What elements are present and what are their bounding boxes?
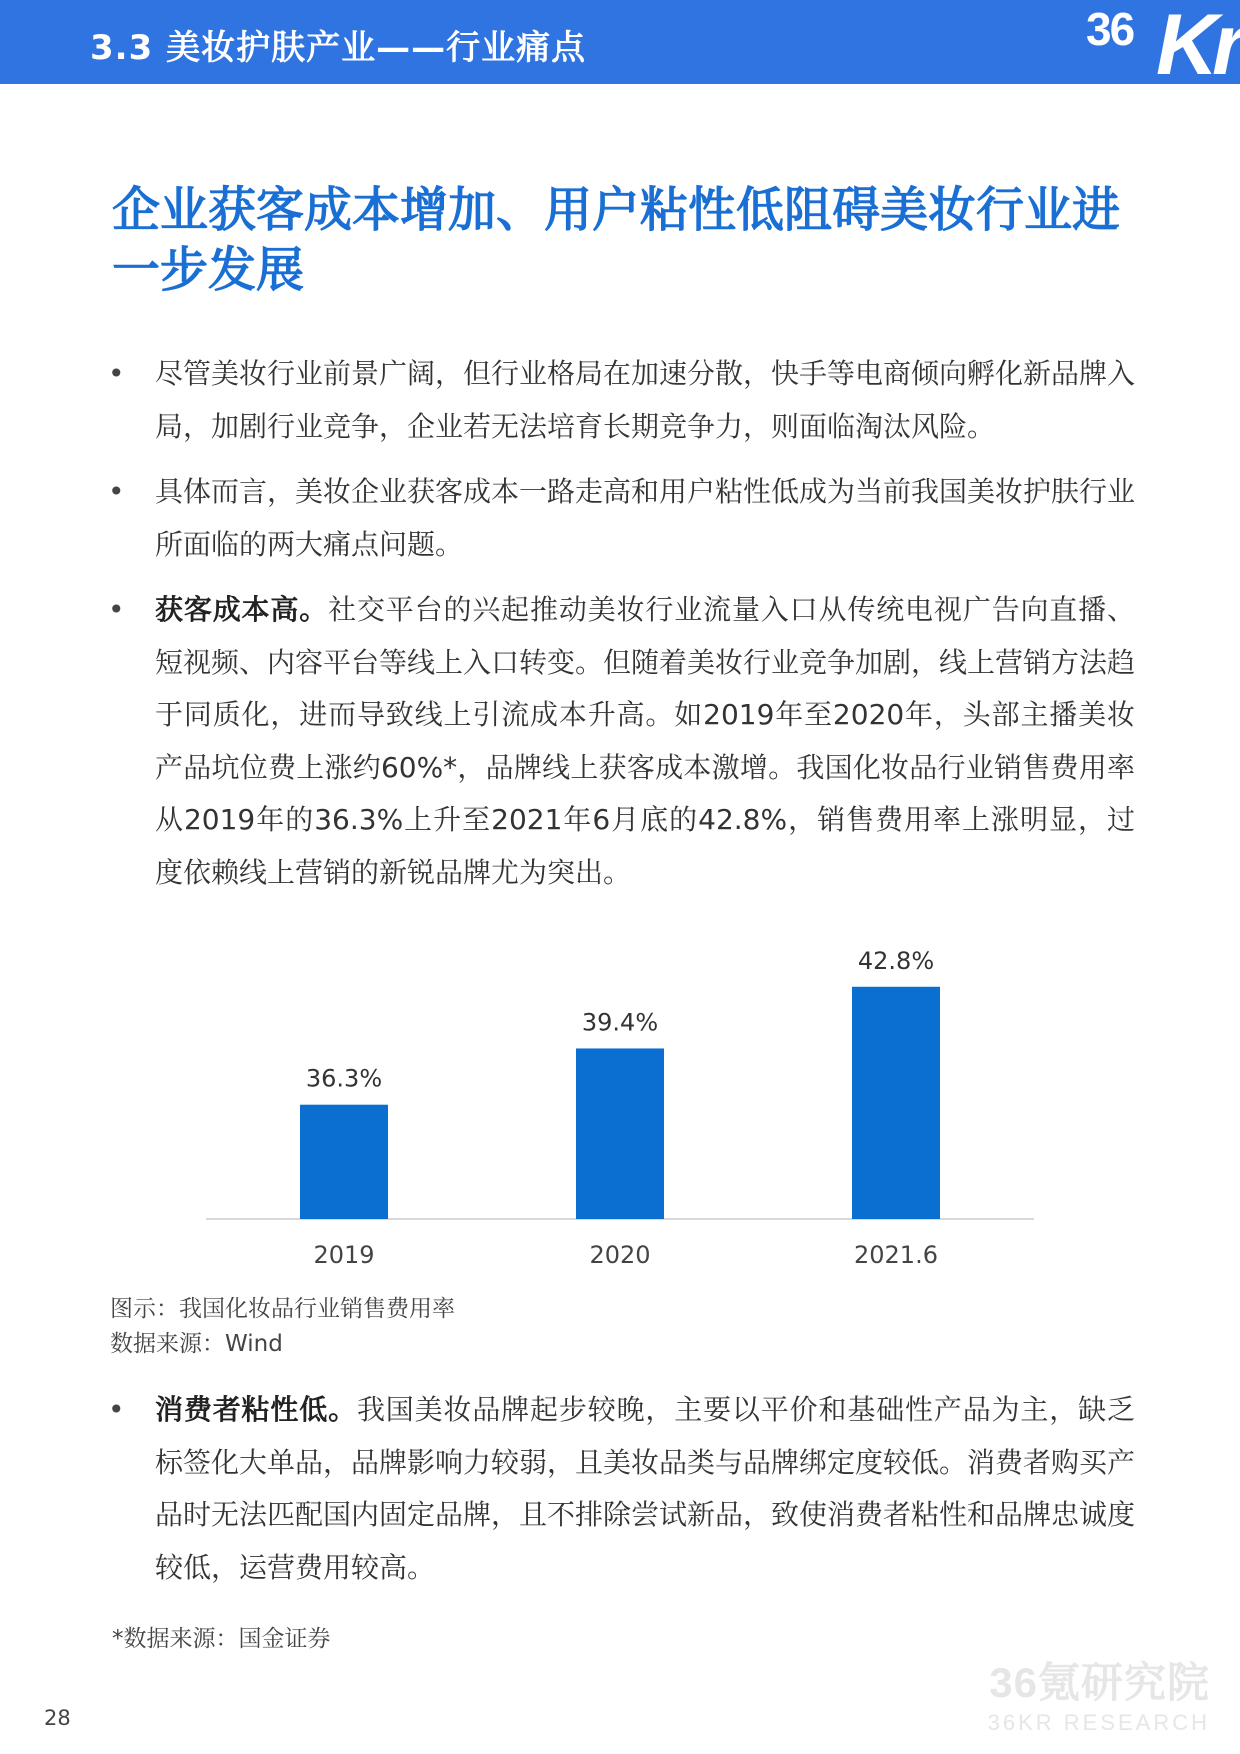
footnote: *数据来源：国金证券 [112,1626,331,1652]
page-number: 28 [44,1706,71,1730]
paragraph-4-body: 我国美妆品牌起步较晚，主要以平价和基础性产品为主，缺乏标签化大单品，品牌影响力较弱，且美妆品类与品牌绑定度较低。消费者购买产品时无法匹配国内固定品牌，且不排除尝试新品，致使消费者粘性和品牌忠诚度较低，运营费用较高。 [155,1393,1136,1584]
paragraph-4 [155,1384,1135,1594]
x-tick-label-2021.6: 2021.6 [854,1241,938,1269]
logo-number: 36 [1086,3,1134,55]
x-tick-label-2020: 2020 [589,1241,651,1269]
data-label-2019: 36.3% [305,1064,383,1093]
header-bar [0,0,1240,93]
data-label-2021.6: 42.8% [857,946,935,975]
bar-2020 [576,1048,664,1219]
paragraph-3-body: 社交平台的兴起推动美妆行业流量入口从传统电视广告向直播、短视频、内容平台等线上入口转变。但随着美妆行业竞争加剧，线上营销方法趋于同质化，进而导致线上引流成本升高。如2019年至2020年，头部主播美妆产品坑位费上涨约60%*，品牌线上获客成本激增。我国化妆品行业销售费用率从2019年的36.3%上升至2021年6月底的42.8%，销售费用率上涨明显，过度依赖线上营销的新锐品牌尤为突出。 [155,593,1136,889]
paragraph-3-heading: 获客成本高。 [155,593,329,626]
x-tick-label-2019: 2019 [313,1241,375,1269]
paragraph-1: 尽管美妆行业前景广阔，但行业格局在加速分散，快手等电商倾向孵化新品牌入局，加剧行业竞争，企业若无法培育长期竞争力，则面临淘汰风险。 [155,357,1136,443]
bar-2021.6 [852,987,940,1219]
figure-caption: 图示：我国化妆品行业销售费用率 [110,1296,455,1322]
bullet-icon: • [108,357,125,390]
figure-source: 数据来源：Wind [110,1331,283,1357]
bar-2019 [300,1105,388,1219]
paragraph-3 [155,584,1135,899]
section-title: 3.3 美妆护肤产业——行业痛点 [90,28,587,68]
watermark [988,1650,1210,1736]
paragraph-2: 具体而言，美妆企业获客成本一路走高和用户粘性低成为当前我国美妆护肤行业所面临的两大痛点问题。 [155,475,1136,561]
page-title: 企业获客成本增加、用户粘性低阻碍美妆行业进一步发展 [112,182,1121,298]
bullet-icon: • [108,1393,125,1426]
bullet-icon: • [108,593,125,626]
bar-chart [200,905,1040,1275]
watermark-en: 36KR RESEARCH [987,1710,1210,1735]
watermark-cn: 36氪研究院 [989,1659,1210,1706]
paragraph-4-heading: 消费者粘性低。 [155,1393,357,1426]
data-label-2020: 39.4% [581,1008,659,1037]
logo-letters: Kr [1156,0,1240,93]
bullet-icon: • [108,475,125,508]
36kr-logo [1070,0,1240,93]
